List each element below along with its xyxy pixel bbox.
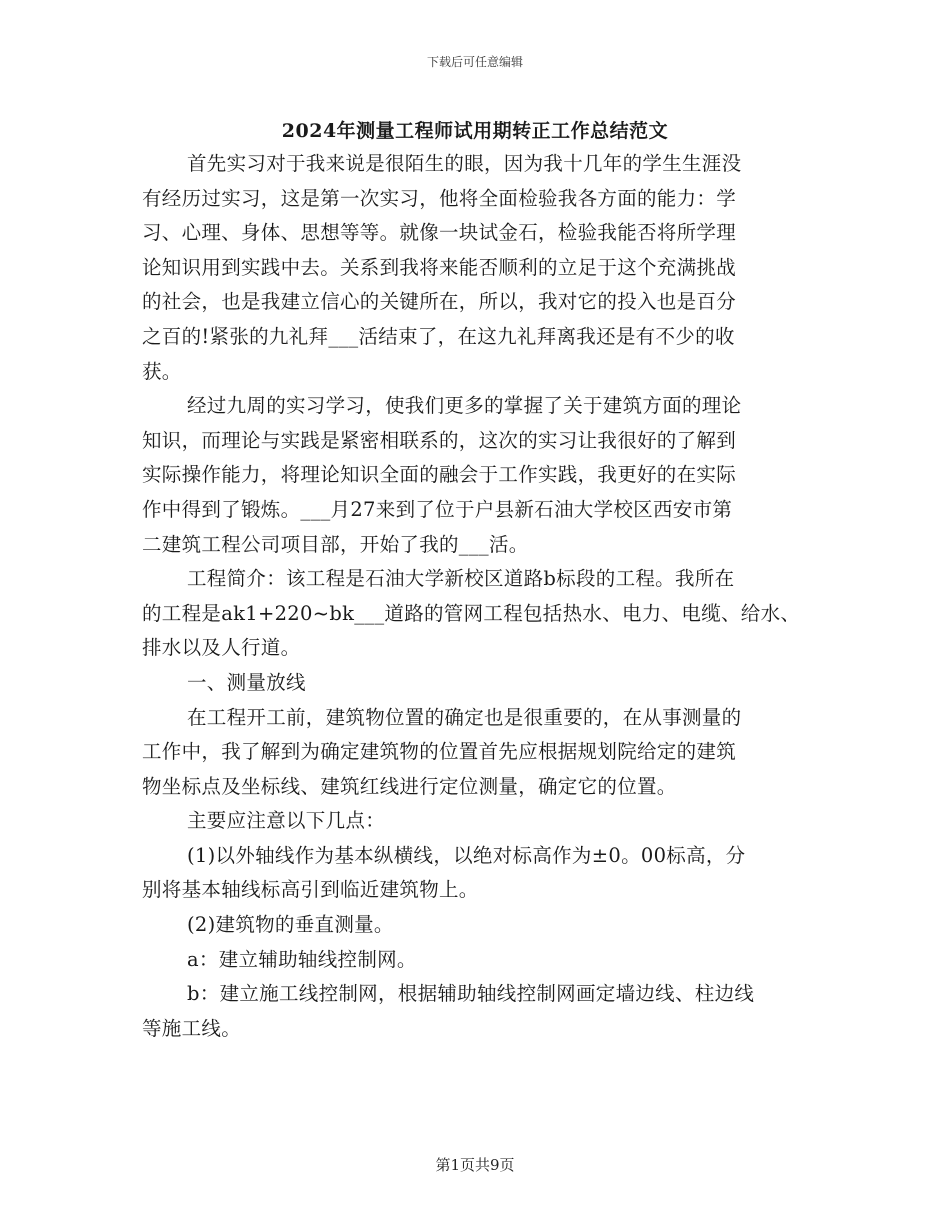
text-line: b：建立施工线控制网，根据辅助轴线控制网画定墙边线、柱边线 — [187, 982, 755, 1006]
text-line: 物坐标点及坐标线、建筑红线进行定位测量，确定它的位置。 — [142, 774, 677, 798]
document-body — [142, 147, 822, 1046]
text-line: 获。 — [142, 359, 182, 383]
text-line: 一、测量放线 — [187, 670, 306, 694]
page-number: 第1页共9页 — [435, 1156, 515, 1174]
text-line: 作中得到了锻炼。___月27来到了位于户县新石油大学校区西安市第 — [142, 497, 733, 521]
text-line: 有经历过实习，这是第一次实习，他将全面检验我各方面的能力：学 — [142, 186, 737, 210]
text-line: 的工程是ak1+220~bk___道路的管网工程包括热水、电力、电缆、给水、 — [142, 601, 801, 625]
text-line: 二建筑工程公司项目部，开始了我的___活。 — [142, 532, 529, 556]
text-line: 在工程开工前，建筑物位置的确定也是很重要的，在从事测量的 — [187, 705, 742, 729]
text-line: 实际操作能力，将理论知识全面的融会于工作实践，我更好的在实际 — [142, 463, 737, 487]
text-line: 等施工线。 — [142, 1016, 242, 1040]
text-line: 习、心理、身体、思想等等。就像一块试金石，检验我能否将所学理 — [142, 221, 737, 245]
text-line: (2)建筑物的垂直测量。 — [187, 913, 394, 937]
text-line: 的社会，也是我建立信心的关键所在，所以，我对它的投入也是百分 — [142, 290, 737, 314]
header-note: 下载后可任意编辑 — [426, 55, 523, 69]
text-line: 论知识用到实践中去。关系到我将来能否顺利的立足于这个充满挑战 — [142, 255, 737, 279]
text-line: 之百的!紧张的九礼拜___活结束了，在这九礼拜离我还是有不少的收 — [142, 324, 735, 348]
text-line: 别将基本轴线标高引到临近建筑物上。 — [142, 878, 479, 902]
text-line: 工作中，我了解到为确定建筑物的位置首先应根据规划院给定的建筑 — [142, 740, 737, 764]
text-line: 首先实习对于我来说是很陌生的眼，因为我十几年的学生生涯没 — [187, 152, 742, 175]
text-line: 主要应注意以下几点： — [187, 809, 386, 833]
text-line: (1)以外轴线作为基本纵横线，以绝对标高作为±0。00标高，分 — [187, 843, 746, 867]
text-line: 知识，而理论与实践是紧密相联系的，这次的实习让我很好的了解到 — [142, 428, 737, 452]
text-line: 经过九周的实习学习，使我们更多的掌握了关于建筑方面的理论 — [187, 394, 742, 418]
text-line: 工程简介：该工程是石油大学新校区道路b标段的工程。我所在 — [187, 567, 735, 591]
document-title: 2024年测量工程师试用期转正工作总结范文 — [281, 120, 669, 142]
text-line: a：建立辅助轴线控制网。 — [187, 947, 417, 971]
text-line: 排水以及人行道。 — [142, 636, 301, 660]
